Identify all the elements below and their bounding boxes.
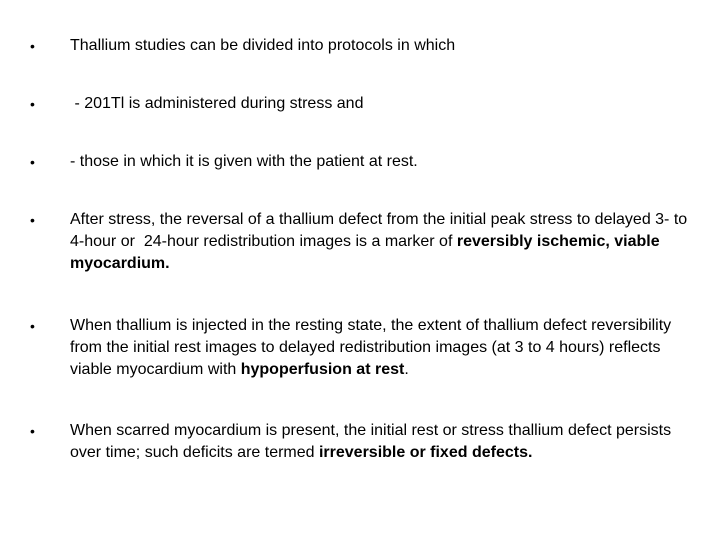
bullet-text-plain: - those in which it is given with the patient at rest. bbox=[70, 153, 418, 170]
bullet-text-plain: - 201Tl is administered during stress and bbox=[70, 95, 364, 112]
bullet-text bbox=[70, 93, 690, 115]
bullet-dot: • bbox=[30, 423, 35, 439]
bullet-text bbox=[70, 420, 690, 464]
bullet-text-bold: reversibly ischemic, viable myocardium. bbox=[70, 233, 660, 272]
bullet-text bbox=[70, 209, 690, 275]
bullet-dot: • bbox=[30, 318, 35, 334]
bullet-text bbox=[70, 35, 690, 57]
bullet-dot: • bbox=[30, 38, 35, 54]
bullet-text-plain: When thallium is injected in the resting state, the extent of thallium defect reversibility from the initial rest images to delayed redistribution images (at 3 to 4 hours) reflects viable myocardium with bbox=[70, 317, 672, 378]
bullet-dot: • bbox=[30, 154, 35, 170]
bullet-item bbox=[30, 35, 690, 57]
bullet-item bbox=[30, 93, 690, 115]
bullet-item bbox=[30, 151, 690, 173]
bullet-dot: • bbox=[30, 96, 35, 112]
bullet-text-after: . bbox=[404, 361, 409, 378]
bullet-item bbox=[30, 315, 690, 381]
bullet-dot: • bbox=[30, 212, 35, 228]
bullet-text bbox=[70, 315, 690, 381]
bullet-text-bold: irreversible or fixed defects. bbox=[318, 444, 533, 461]
bullet-text-plain: When scarred myocardium is present, the initial rest or stress thallium defect persists over time; such deficits are termed bbox=[70, 422, 672, 461]
bullet-text-plain: After stress, the reversal of a thallium defect from the initial peak stress to delayed 3- to 4-hour or 24-hour redistribution images is a marker of bbox=[70, 211, 692, 250]
bullet-item bbox=[30, 209, 690, 275]
bullet-text bbox=[70, 151, 690, 173]
bullet-text-plain: Thallium studies can be divided into protocols in which bbox=[70, 37, 456, 54]
bullet-item bbox=[30, 420, 690, 464]
bullet-text-bold: hypoperfusion at rest bbox=[240, 361, 405, 378]
